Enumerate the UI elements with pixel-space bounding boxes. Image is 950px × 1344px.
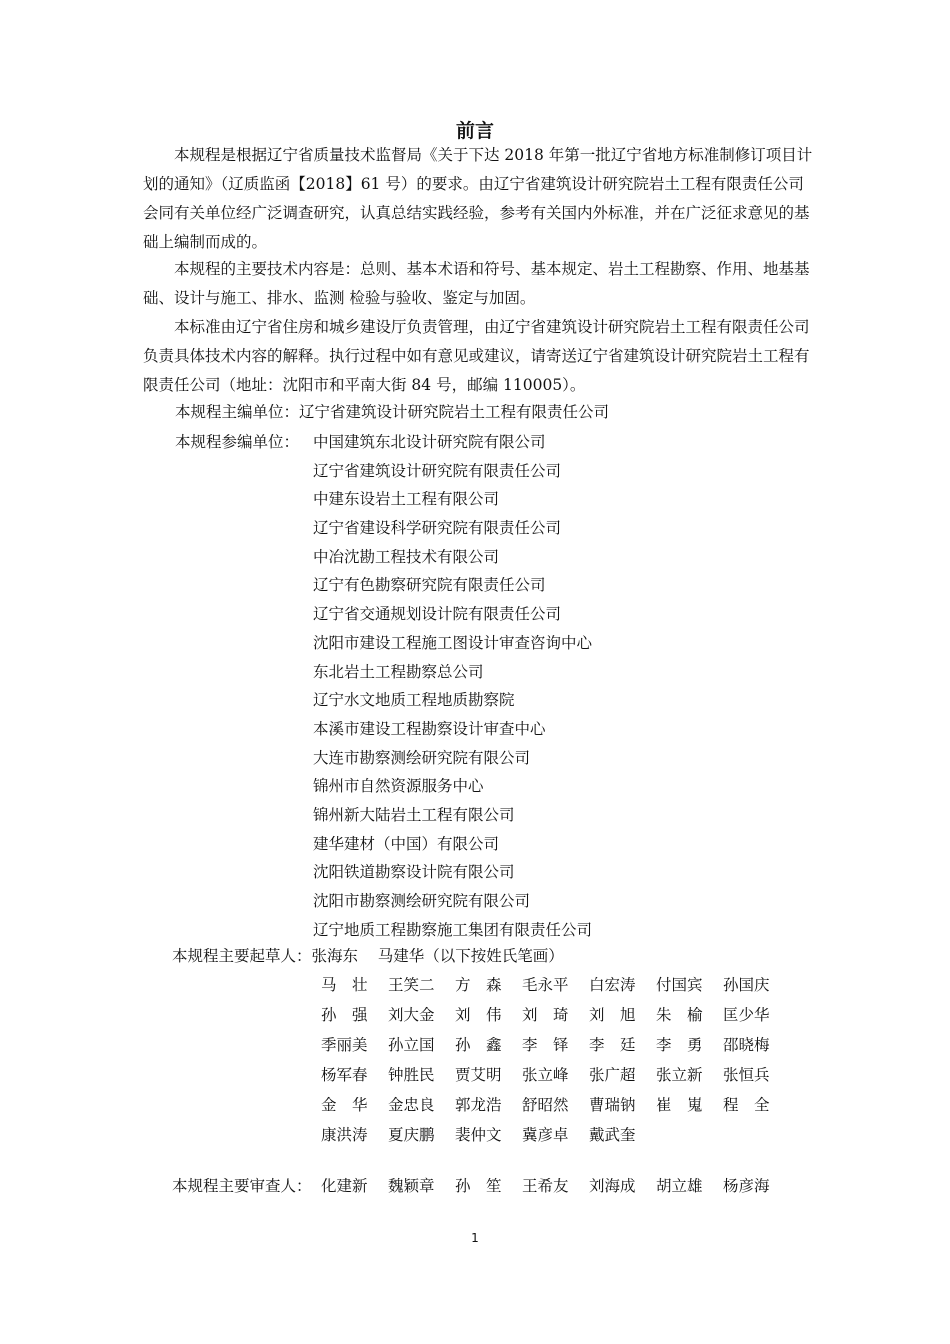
drafter-name: 郭龙浩: [455, 1096, 502, 1114]
participating-unit: 辽宁有色勘察研究院有限责任公司: [313, 576, 546, 595]
drafter-name: 张立新: [656, 1066, 703, 1084]
reviewers-list: [321, 1176, 790, 1196]
drafter-name: 白宏涛: [589, 976, 636, 994]
drafters-line: [172, 946, 564, 966]
drafter-name: 付国宾: [656, 976, 703, 994]
drafter-name: 刘大金: [388, 1006, 435, 1024]
reviewer-name: 王希友: [522, 1177, 569, 1195]
drafter-name: 舒昭然: [522, 1096, 569, 1114]
participating-unit: 建华建材（中国）有限公司: [313, 834, 500, 853]
paragraph-purpose: 本规程是根据辽宁省质量技术监督局《关于下达 2018 年第一批辽宁省地方标准制修订项目计划的通知》（辽质监函【2018】61 号）的要求。由辽宁省建筑设计研究院岩土工程有限责任公司会同有关单位经广泛调查研究，认真总结实践经验，参考有关国内外标准，并在广泛征求意见的基础上编制而成的。: [143, 146, 813, 251]
drafter-name: 金忠良: [388, 1096, 435, 1114]
drafter-name: 金 华: [321, 1096, 368, 1114]
drafter-name: 程 全: [723, 1096, 770, 1114]
drafter-name: 张立峰: [522, 1066, 569, 1084]
drafter-name: 孙立国: [388, 1036, 435, 1054]
drafter-name: 贾艾明: [455, 1066, 502, 1084]
participating-unit: 辽宁水文地质工程地质勘察院: [313, 691, 515, 710]
drafter-name: 邵晓梅: [723, 1036, 770, 1054]
drafter-name: 康洪涛: [321, 1126, 368, 1144]
drafter-name: 刘 旭: [589, 1006, 636, 1024]
chief-unit-value: 辽宁省建筑设计研究院岩土工程有限责任公司: [299, 403, 610, 421]
drafter-name: 刘 琦: [522, 1006, 569, 1024]
participating-unit: 大连市勘察测绘研究院有限公司: [313, 748, 531, 767]
paragraph-contents: 本规程的主要技术内容是：总则、基本术语和符号、基本规定、岩土工程勘察、作用、地基基础、设计与施工、排水、监测 检验与验收、鉴定与加固。: [143, 260, 810, 307]
drafter-name: 方 森: [455, 976, 502, 994]
drafter-name: 钟胜民: [388, 1066, 435, 1084]
paragraph-management: 本标准由辽宁省住房和城乡建设厅负责管理，由辽宁省建筑设计研究院岩土工程有限责任公司负责具体技术内容的解释。执行过程中如有意见或建议，请寄送辽宁省建筑设计研究院岩土工程有限责任公司（地址：沈阳市和平南大街 84 号，邮编 110005）。: [143, 318, 810, 394]
drafter-name: 刘 伟: [455, 1006, 502, 1024]
drafter-name: 朱 榆: [656, 1006, 703, 1024]
participating-unit: 锦州新大陆岩土工程有限公司: [313, 805, 515, 824]
drafters-row: [321, 1125, 791, 1155]
chief-unit-label: 本规程主编单位：: [175, 403, 300, 421]
reviewer-name: 化建新: [321, 1177, 368, 1195]
reviewer-name: 孙 笙: [455, 1177, 502, 1195]
participating-unit: 中国建筑东北设计研究院有限公司: [313, 433, 546, 451]
drafter-name: 王笑二: [388, 976, 435, 994]
drafters-row: [321, 975, 791, 1005]
reviewer-name: 胡立雄: [656, 1177, 703, 1195]
participating-units-list: [313, 432, 733, 948]
participating-unit: 辽宁省交通规划设计院有限责任公司: [313, 605, 562, 624]
drafter-name: 毛永平: [522, 976, 569, 994]
participating-unit: 辽宁省建设科学研究院有限责任公司: [313, 519, 562, 538]
drafter-name: 裴仲文: [455, 1126, 502, 1144]
drafter-name: 李 铎: [522, 1036, 569, 1054]
drafters-label: 本规程主要起草人：: [172, 947, 312, 965]
participating-unit: 沈阳市勘察测绘研究院有限公司: [313, 892, 531, 910]
participating-unit: 本溪市建设工程勘察设计审查中心: [313, 719, 546, 738]
drafter-name: 匡少华: [723, 1006, 770, 1024]
drafters-row: [321, 1005, 791, 1035]
drafter-name: 季丽美: [321, 1036, 368, 1054]
drafter-name: 孙 强: [321, 1006, 368, 1024]
participating-unit: 沈阳铁道勘察设计院有限公司: [313, 863, 515, 882]
page-number: 1: [471, 1231, 479, 1245]
drafter-name: 孙国庆: [723, 976, 770, 994]
participating-unit: 沈阳市建设工程施工图设计审查咨询中心: [313, 633, 593, 652]
drafter-name: 李 廷: [589, 1036, 636, 1054]
reviewer-name: 刘海成: [589, 1177, 636, 1195]
drafter-name: 戴武奎: [589, 1126, 636, 1144]
drafter-name: 张广超: [589, 1066, 636, 1084]
drafter-name: 杨军春: [321, 1066, 368, 1084]
participating-unit: 中冶沈勘工程技术有限公司: [313, 547, 500, 566]
drafters-row: [321, 1035, 791, 1065]
participating-unit: 锦州市自然资源服务中心: [313, 777, 484, 796]
drafter-name: 冀彦卓: [522, 1126, 569, 1144]
drafters-lead: 张海东 马建华（以下按姓氏笔画）: [311, 947, 564, 965]
drafter-name: 崔 嵬: [656, 1096, 703, 1114]
drafter-name: 马 壮: [321, 976, 368, 994]
drafter-name: 张恒兵: [723, 1066, 770, 1084]
participating-unit: 东北岩土工程勘察总公司: [313, 662, 484, 681]
drafter-name: 夏庆鹏: [388, 1126, 435, 1144]
participating-unit: 中建东设岩土工程有限公司: [313, 490, 500, 509]
reviewer-name: 魏颖章: [388, 1177, 435, 1195]
drafter-name: 曹瑞钠: [589, 1096, 636, 1114]
participating-label: 本规程参编单位：: [175, 433, 300, 451]
page-title: 前言: [455, 120, 494, 142]
reviewers-label: 本规程主要审查人：: [172, 1177, 312, 1195]
drafters-names-grid: [321, 975, 791, 1155]
drafters-row: [321, 1095, 791, 1125]
chief-unit-line: [175, 402, 609, 422]
drafter-name: 李 勇: [656, 1036, 703, 1054]
drafters-row: [321, 1065, 791, 1095]
participating-unit: 辽宁地质工程勘察施工集团有限责任公司: [313, 920, 593, 939]
participating-unit: 辽宁省建筑设计研究院有限责任公司: [313, 461, 562, 480]
drafter-name: 孙 鑫: [455, 1036, 502, 1054]
reviewer-name: 杨彦海: [723, 1177, 770, 1195]
